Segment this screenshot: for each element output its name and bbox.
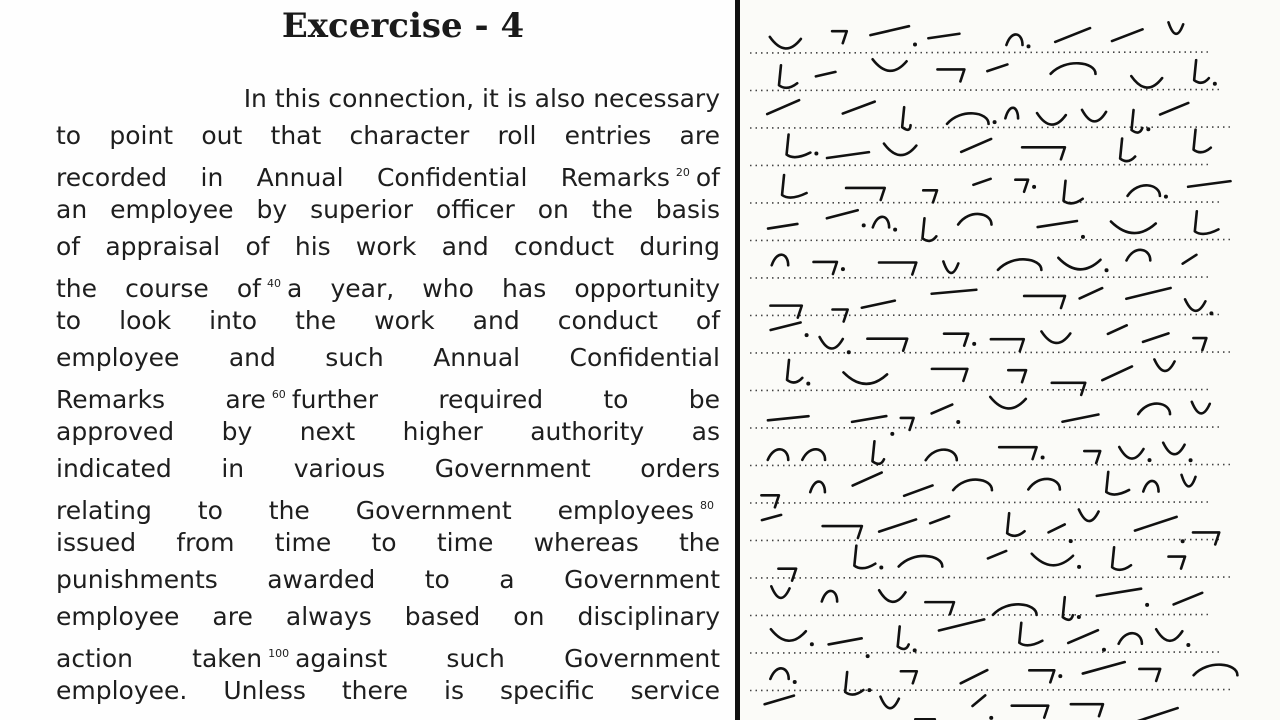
shorthand-stroke	[884, 144, 916, 156]
shorthand-stroke	[762, 515, 781, 520]
shorthand-stroke	[879, 263, 916, 275]
shorthand-stroke	[1138, 404, 1170, 415]
shorthand-stroke	[1015, 180, 1028, 192]
shorthand-dot	[989, 716, 993, 720]
shorthand-stroke	[1128, 185, 1160, 196]
shorthand-stroke	[787, 360, 802, 383]
ruled-line	[750, 90, 1222, 91]
shorthand-stroke	[768, 449, 788, 460]
shorthand-dot	[913, 43, 917, 47]
shorthand-stroke	[771, 586, 789, 598]
shorthand-page	[740, 0, 1280, 720]
shorthand-dot	[1164, 195, 1168, 199]
shorthand-dot	[1146, 127, 1150, 131]
shorthand-dot	[1027, 44, 1031, 48]
shorthand-dot	[862, 223, 866, 227]
passage-line: to point out that character roll entries are	[56, 121, 720, 150]
shorthand-stroke	[899, 556, 943, 567]
shorthand-stroke	[1082, 110, 1106, 122]
shorthand-stroke	[820, 337, 843, 349]
shorthand-stroke	[1126, 288, 1170, 299]
shorthand-stroke	[939, 619, 984, 630]
shorthand-stroke	[1160, 103, 1188, 115]
shorthand-stroke	[870, 26, 909, 35]
shorthand-dot	[893, 228, 897, 232]
shorthand-stroke	[810, 482, 825, 493]
shorthand-stroke	[937, 69, 964, 81]
shorthand-stroke	[1019, 623, 1042, 646]
shorthand-stroke	[1063, 597, 1073, 620]
shorthand-stroke	[843, 102, 875, 114]
shorthand-stroke	[1119, 633, 1142, 644]
shorthand-stroke	[902, 107, 910, 130]
shorthand-stroke	[1143, 333, 1169, 342]
shorthand-stroke	[988, 551, 1006, 558]
shorthand-stroke	[1112, 29, 1143, 41]
exercise-title: Excercise - 4	[281, 6, 525, 46]
shorthand-stroke	[843, 372, 887, 384]
shorthand-stroke	[1163, 443, 1184, 455]
shorthand-stroke	[1052, 383, 1085, 395]
shorthand-stroke	[998, 259, 1041, 270]
word-count-marker: 60	[271, 388, 286, 401]
ruled-line	[750, 390, 1210, 391]
shorthand-stroke	[943, 261, 958, 273]
shorthand-stroke	[867, 339, 907, 351]
shorthand-stroke	[898, 626, 909, 649]
shorthand-stroke	[1194, 130, 1211, 153]
shorthand-dot	[1181, 539, 1185, 543]
shorthand-dot	[993, 120, 997, 124]
shorthand-stroke	[765, 696, 794, 705]
shorthand-stroke	[944, 334, 968, 346]
shorthand-stroke	[771, 322, 801, 330]
shorthand-dot	[793, 680, 797, 684]
shorthand-stroke	[816, 72, 836, 76]
shorthand-stroke	[1084, 451, 1100, 463]
passage-line: approved by next higher authority as	[56, 417, 720, 446]
shorthand-stroke	[1137, 708, 1178, 720]
shorthand-stroke	[832, 31, 847, 43]
shorthand-stroke	[993, 604, 1037, 615]
passage-line: of appraisal of his work and conduct during	[56, 232, 720, 261]
shorthand-stroke	[1120, 139, 1135, 162]
shorthand-stroke	[768, 416, 809, 420]
shorthand-stroke	[961, 139, 991, 152]
shorthand-stroke	[1193, 338, 1206, 350]
shorthand-dot	[879, 566, 883, 570]
shorthand-stroke	[1111, 222, 1156, 234]
word-count-marker: 40	[266, 277, 281, 290]
shorthand-dot	[847, 350, 851, 354]
shorthand-dot	[1102, 648, 1106, 652]
exercise-passage	[56, 80, 720, 709]
ruled-line	[750, 315, 1222, 316]
ruled-line	[750, 277, 1210, 278]
shorthand-stroke	[873, 217, 889, 228]
shorthand-stroke	[1071, 704, 1103, 716]
shorthand-stroke	[770, 37, 801, 49]
shorthand-stroke	[1131, 76, 1162, 88]
shorthand-stroke	[1194, 665, 1238, 676]
shorthand-stroke	[1194, 60, 1209, 83]
shorthand-dot	[810, 642, 814, 646]
passage-line: Remarks are $^{60}$ further required to be	[56, 385, 720, 414]
shorthand-stroke	[1183, 255, 1197, 264]
shorthand-stroke	[1083, 662, 1125, 674]
shorthand-stroke	[991, 339, 1024, 351]
shorthand-dot	[1186, 643, 1190, 647]
shorthand-stroke	[1008, 370, 1026, 382]
shorthand-dot	[805, 333, 809, 337]
shorthand-stroke	[1012, 706, 1049, 718]
shorthand-stroke	[1007, 513, 1024, 536]
shorthand-stroke	[1132, 110, 1143, 133]
shorthand-stroke	[880, 697, 898, 709]
shorthand-dot	[1145, 603, 1149, 607]
shorthand-stroke	[932, 405, 953, 414]
shorthand-stroke	[1055, 28, 1090, 42]
shorthand-stroke	[1041, 331, 1070, 343]
shorthand-dot	[1209, 311, 1213, 315]
shorthand-stroke	[1192, 402, 1210, 414]
shorthand-dot	[1077, 565, 1081, 569]
shorthand-stroke	[904, 485, 932, 495]
ruled-line	[750, 465, 1234, 466]
passage-line: employee are always based on disciplinary	[56, 602, 720, 631]
shorthand-stroke	[1188, 181, 1230, 187]
shorthand-stroke	[1193, 532, 1219, 544]
shorthand-stroke	[823, 526, 862, 538]
ruled-line	[750, 240, 1234, 241]
shorthand-dot	[814, 151, 818, 155]
shorthand-stroke	[1037, 113, 1066, 125]
word-count-marker: 20	[675, 166, 690, 179]
shorthand-stroke	[782, 175, 807, 198]
shorthand-dot	[866, 654, 870, 658]
shorthand-stroke	[1049, 524, 1065, 532]
shorthand-dot	[806, 382, 810, 386]
shorthand-stroke	[879, 590, 905, 602]
shorthand-stroke	[814, 262, 837, 274]
shorthand-stroke	[768, 224, 797, 229]
passage-line: indicated in various Government orders	[56, 454, 720, 483]
shorthand-stroke	[1028, 479, 1060, 490]
shorthand-stroke	[1079, 509, 1099, 521]
shorthand-dot	[956, 420, 960, 424]
shorthand-stroke	[1154, 359, 1174, 371]
shorthand-stroke	[1108, 325, 1127, 334]
shorthand-stroke	[1051, 63, 1096, 74]
passage-line: the course of $^{40}$ a year, who has opportunity	[56, 274, 721, 303]
shorthand-stroke	[973, 695, 986, 706]
ruled-line	[750, 427, 1222, 428]
shorthand-stroke	[901, 671, 917, 683]
shorthand-stroke	[853, 473, 882, 486]
shorthand-dot	[1148, 458, 1152, 462]
shorthand-stroke	[1022, 147, 1065, 159]
shorthand-stroke	[846, 188, 885, 200]
shorthand-stroke	[778, 569, 796, 581]
shorthand-stroke	[1195, 211, 1219, 234]
shorthand-stroke	[1106, 472, 1129, 495]
shorthand-stroke	[928, 34, 959, 39]
shorthand-stroke	[872, 441, 884, 464]
shorthand-stroke	[1038, 221, 1077, 227]
passage-line: to look into the work and conduct of	[56, 306, 720, 335]
passage-line: issued from time to time whereas the	[56, 528, 720, 557]
shorthand-stroke	[1064, 181, 1083, 204]
shorthand-stroke	[926, 450, 957, 461]
shorthand-dot	[841, 267, 845, 271]
shorthand-stroke	[1185, 299, 1205, 311]
shorthand-stroke	[845, 672, 863, 695]
shorthand-stroke	[1102, 366, 1132, 380]
ruled-line	[750, 577, 1234, 578]
word-count-marker: 100	[268, 647, 290, 660]
shorthand-stroke	[1062, 414, 1098, 421]
shorthand-stroke	[1174, 593, 1203, 605]
shorthand-dot	[1069, 539, 1073, 543]
shorthand-stroke	[1126, 250, 1150, 261]
shorthand-stroke	[932, 290, 977, 294]
shorthand-stroke	[787, 135, 811, 158]
shorthand-stroke	[827, 210, 858, 218]
shorthand-dot	[1077, 615, 1081, 619]
ruled-line	[750, 652, 1222, 653]
shorthand-stroke	[1080, 288, 1103, 298]
shorthand-dot	[1032, 185, 1036, 189]
shorthand-stroke	[925, 602, 954, 614]
shorthand-stroke	[1024, 296, 1065, 308]
ruled-line	[750, 202, 1222, 203]
shorthand-stroke	[772, 255, 788, 266]
shorthand-stroke	[1112, 547, 1131, 570]
passage-line: action taken $^{100}$ against such Government	[56, 644, 720, 673]
shorthand-stroke	[961, 670, 988, 683]
shorthand-stroke	[947, 113, 989, 124]
shorthand-stroke	[932, 369, 967, 381]
shorthand-stroke	[852, 416, 886, 422]
shorthand-stroke	[802, 449, 825, 460]
shorthand-stroke	[1168, 22, 1183, 34]
ruled-line	[750, 690, 1234, 691]
shorthand-stroke	[862, 301, 895, 308]
shorthand-stroke	[879, 519, 916, 531]
shorthand-stroke	[1135, 517, 1177, 531]
ruled-line	[750, 615, 1210, 616]
shorthand-stroke	[1156, 629, 1182, 641]
shorthand-stroke	[770, 306, 801, 318]
shorthand-dot	[1213, 82, 1217, 86]
shorthand-stroke	[973, 179, 990, 185]
ruled-line	[750, 52, 1210, 53]
ruled-line	[750, 352, 1234, 353]
shorthand-dot	[1041, 455, 1045, 459]
ruled-line	[750, 165, 1210, 166]
shorthand-stroke	[923, 190, 937, 202]
shorthand-stroke	[922, 218, 936, 241]
shorthand-stroke	[771, 629, 806, 641]
shorthand-stroke	[822, 591, 837, 602]
shorthand-dot	[1105, 268, 1109, 272]
ruled-line	[750, 540, 1222, 541]
passage-line: In this connection, it is also necessary	[243, 84, 720, 113]
shorthand-stroke	[1097, 589, 1141, 596]
shorthand-stroke	[953, 480, 992, 491]
shorthand-stroke	[901, 418, 914, 430]
shorthand-stroke	[829, 638, 862, 644]
shorthand-stroke	[1006, 34, 1022, 45]
shorthand-stroke	[1143, 481, 1158, 492]
shorthand-dot	[867, 688, 871, 692]
passage-line: employee and such Annual Confidential	[56, 343, 720, 372]
shorthand-stroke	[873, 59, 907, 71]
shorthand-stroke	[1068, 630, 1098, 643]
ruled-line	[750, 502, 1210, 503]
shorthand-stroke	[999, 447, 1036, 459]
shorthand-dot	[972, 342, 976, 346]
shorthand-stroke	[1029, 670, 1054, 682]
shorthand-stroke	[990, 397, 1026, 409]
passage-line: employee. Unless there is specific service	[56, 676, 720, 705]
shorthand-stroke	[1119, 447, 1143, 459]
passage-line: recorded in Annual Confidential Remarks $^{20}$ of	[56, 163, 720, 192]
shorthand-stroke	[833, 309, 848, 321]
passage-line: punishments awarded to a Government	[56, 565, 720, 594]
word-count-marker: 80	[700, 499, 714, 512]
shorthand-dot	[913, 648, 917, 652]
shorthand-stroke	[987, 64, 1007, 71]
shorthand-dot	[890, 432, 894, 436]
shorthand-stroke	[1182, 475, 1196, 487]
shorthand-dot	[1058, 674, 1062, 678]
passage-line: relating to the Government employees $^{80}$	[56, 496, 714, 525]
shorthand-stroke	[930, 516, 949, 523]
shorthand-stroke	[958, 214, 991, 225]
shorthand-stroke	[770, 668, 788, 679]
passage-line: an employee by superior officer on the basis	[56, 195, 720, 224]
shorthand-stroke	[1032, 554, 1073, 566]
shorthand-stroke	[854, 546, 875, 569]
shorthand-dot	[1081, 235, 1085, 239]
shorthand-stroke	[1005, 108, 1018, 119]
shorthand-stroke	[761, 495, 778, 507]
shorthand-stroke	[1169, 557, 1186, 569]
shorthand-stroke	[827, 152, 869, 158]
shorthand-outlines	[740, 0, 1280, 720]
shorthand-stroke	[1139, 669, 1160, 681]
shorthand-stroke	[767, 100, 799, 114]
shorthand-stroke	[1058, 258, 1100, 270]
ruled-line	[750, 127, 1234, 128]
shorthand-stroke	[779, 65, 797, 88]
shorthand-dot	[1189, 458, 1193, 462]
